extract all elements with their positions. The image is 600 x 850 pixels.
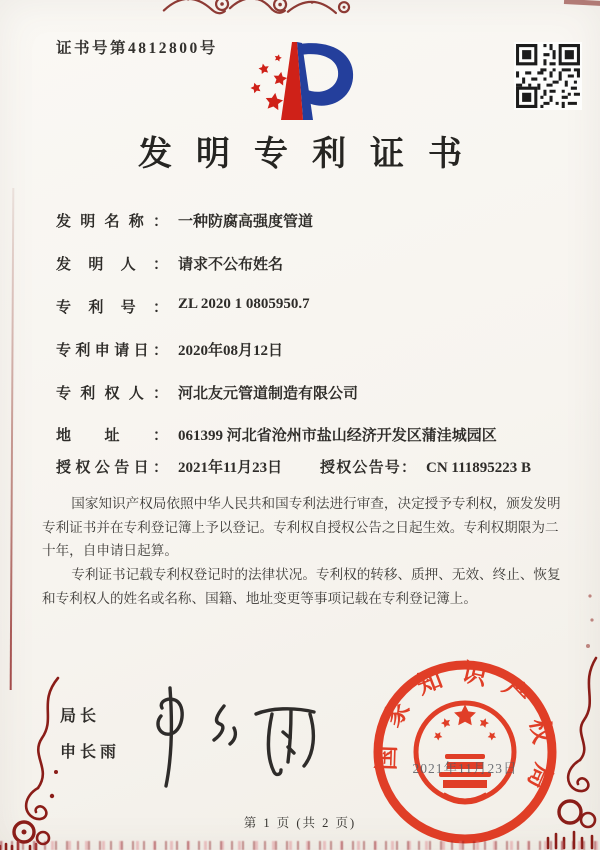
field-value: CN 111895223 B [426,460,532,476]
field-grant-number [320,456,531,477]
legal-text-block [42,492,566,610]
certificate-number: 证书号第4812800号 [56,40,218,57]
page-footer: 第 1 页 (共 2 页) [243,816,357,830]
field-row-patentee [56,382,358,404]
cnipa-logo-icon [233,38,365,126]
field-row-inventor [56,253,283,275]
field-value: 2021年11月23日 [178,460,283,476]
field-value: ZL 2020 1 0805950.7 [178,296,310,312]
field-row-patent-number [56,296,310,318]
signer-name: 申长雨 [60,744,121,761]
field-label: 专利申请日： [56,343,168,359]
field-label: 发明名称： [56,214,168,230]
body-paragraph-2: 专利证书记载专利权登记时的法律状况。专利权的转移、质押、无效、终止、恢复和专利权人的姓名或名称、国籍、地址变更等事项记载在专利登记簿上。 [42,566,561,606]
field-label: 发明人： [56,257,168,273]
qr-code [514,42,582,110]
field-label: 地址： [56,428,168,444]
field-label: 授权公告日： [56,460,168,476]
field-label: 授权公告号： [320,460,416,476]
field-value: 河北友元管道制造有限公司 [178,386,359,402]
body-paragraph-1: 国家知识产权局依照中华人民共和国专利法进行审查，决定授予专利权，颁发发明专利证书并在专利登记簿上予以登记。专利权自授权公告之日起生效。专利权期限为二十年，自申请日起算。 [42,496,561,559]
field-row-invention-name [56,210,313,232]
seal-ring-text: 国家知识产权局 [373,659,559,808]
ornament-bottom-left-icon [0,676,72,850]
field-label: 专利权人： [56,386,168,402]
field-value: 061399 河北省沧州市盐山经济开发区蒲洼城园区 [178,428,497,444]
field-label: 专利号： [56,300,168,316]
field-row-address [56,424,497,446]
ornament-bottom-right-icon [540,588,600,850]
ornament-top-right-fragment-icon [564,0,600,6]
field-row-filing-date [56,339,283,361]
ornament-top-icon [160,0,361,22]
seal-date: 2021年11月23日 [412,761,518,776]
signer-title: 局长 [60,708,101,725]
ornament-bottom-fringe-icon [0,841,600,850]
certificate-title: 发明专利证书 [138,136,486,173]
handwritten-signature-icon [128,682,343,794]
field-value: 2020年08月12日 [178,343,284,359]
field-value: 一种防腐高强度管道 [178,214,314,230]
field-row-grant-date [56,456,576,478]
left-border-line-icon [10,188,15,690]
field-value: 请求不公布姓名 [178,257,284,273]
